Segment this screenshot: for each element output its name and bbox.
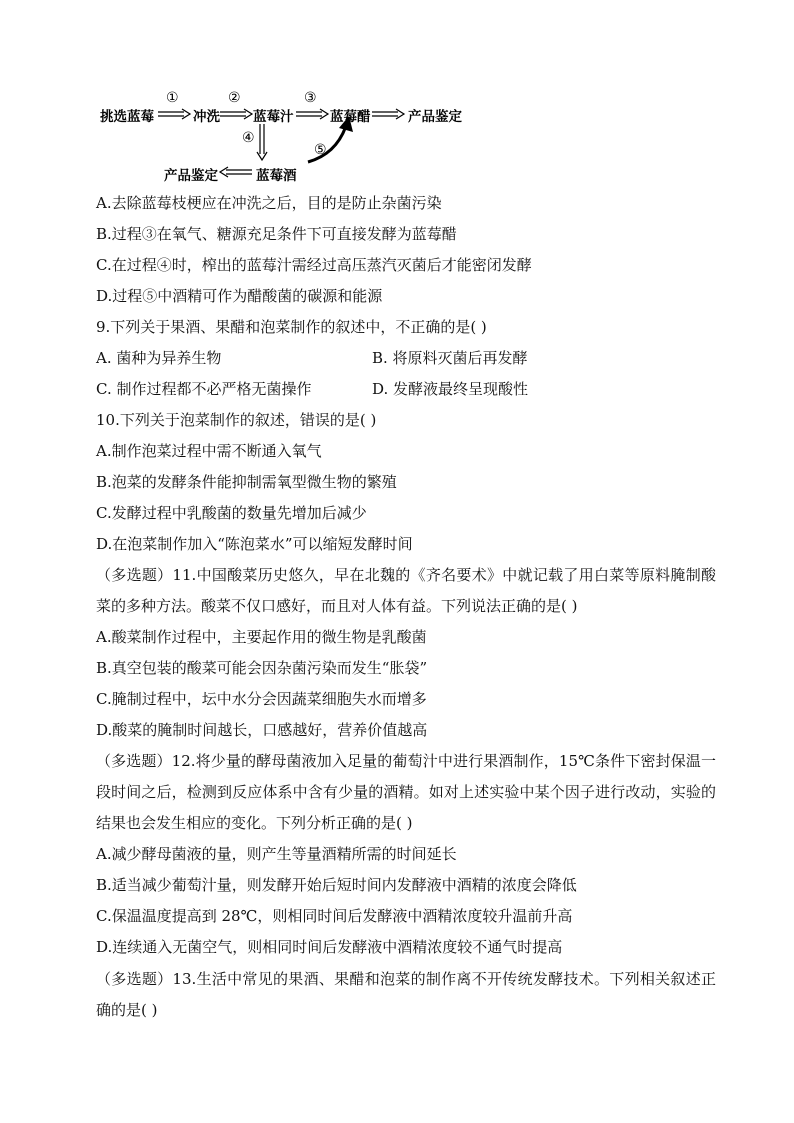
- question-11: [96, 560, 716, 746]
- step-5-label: ⑤: [314, 142, 327, 158]
- q10-stem: 10.下列关于泡菜制作的叙述，错误的是( ): [96, 411, 377, 429]
- q11-stem: （多选题）11.中国酸菜历史悠久，早在北魏的《齐名要术》中就记载了用白菜等原料腌制酸菜的多种方法。酸菜不仅口感好，而且对人体有益。下列说法正确的是( ): [96, 566, 716, 615]
- node-juice: 蓝莓汁: [253, 109, 294, 125]
- step-1-label: ①: [166, 90, 179, 106]
- q9-option-d: D. 发酵液最终呈现酸性: [372, 380, 529, 398]
- q10-option-b: B.泡菜的发酵条件能抑制需氧型微生物的繁殖: [96, 473, 397, 491]
- question-13: [96, 964, 716, 1026]
- q8-option-d: D.过程⑤中酒精可作为醋酸菌的碳源和能源: [96, 287, 383, 305]
- question-12: [96, 746, 716, 963]
- q9-option-a: A. 菌种为异养生物: [96, 349, 222, 367]
- node-pick-blueberry: 挑选蓝莓: [100, 109, 154, 125]
- node-wine: 蓝莓酒: [256, 168, 297, 184]
- step-4-label: ④: [242, 130, 255, 146]
- q11-option-d: D.酸菜的腌制时间越长，口感越好，营养价值越高: [96, 721, 428, 739]
- node-wash: 冲洗: [193, 109, 220, 125]
- q12-option-b: B.适当减少葡萄汁量，则发酵开始后短时间内发酵液中酒精的浓度会降低: [96, 876, 577, 894]
- q9-options-row-2: [96, 374, 716, 405]
- question-8-options: [96, 188, 716, 560]
- q9-option-c: C. 制作过程都不必严格无菌操作: [96, 380, 312, 398]
- q10-option-a: A.制作泡菜过程中需不断通入氧气: [96, 442, 322, 460]
- step-3-label: ③: [304, 90, 317, 106]
- q9-stem: 9.下列关于果酒、果醋和泡菜制作的叙述中，不正确的是( ): [96, 318, 487, 336]
- q13-stem: （多选题）13.生活中常见的果酒、果醋和泡菜的制作离不开传统发酵技术。下列相关叙述正确的是( ): [96, 970, 716, 1019]
- blueberry-process-diagram: [96, 92, 496, 184]
- q12-stem: （多选题）12.将少量的酵母菌液加入足量的葡萄汁中进行果酒制作，15℃条件下密封保温一段时间之后，检测到反应体系中含有少量的酒精。如对上述实验中某个因子进行改动，实验的结果也会发生相应的变化。下列分析正确的是( ): [96, 752, 716, 832]
- node-identify-bottom: 产品鉴定: [164, 168, 218, 184]
- q8-option-a: A.去除蓝莓枝梗应在冲洗之后，目的是防止杂菌污染: [96, 194, 442, 212]
- q11-option-b: B.真空包装的酸菜可能会因杂菌污染而发生“胀袋”: [96, 659, 428, 677]
- step-2-label: ②: [228, 90, 241, 106]
- node-vinegar: 蓝莓醋: [330, 109, 371, 125]
- q12-option-c: C.保温温度提高到 28℃，则相同时间后发酵液中酒精浓度较升温前升高: [96, 907, 573, 925]
- q8-option-b: B.过程③在氧气、糖源充足条件下可直接发酵为蓝莓醋: [96, 225, 457, 243]
- q11-option-a: A.酸菜制作过程中，主要起作用的微生物是乳酸菌: [96, 628, 427, 646]
- q12-option-d: D.连续通入无菌空气，则相同时间后发酵液中酒精浓度较不通气时提高: [96, 938, 563, 956]
- q11-option-c: C.腌制过程中，坛中水分会因蔬菜细胞失水而增多: [96, 690, 427, 708]
- q10-option-c: C.发酵过程中乳酸菌的数量先增加后减少: [96, 504, 367, 522]
- q9-options-row-1: [96, 343, 716, 374]
- q9-option-b: B. 将原料灭菌后再发酵: [372, 349, 528, 367]
- node-identify-top: 产品鉴定: [408, 109, 462, 125]
- q8-option-c: C.在过程④时，榨出的蓝莓汁需经过高压蒸汽灭菌后才能密闭发酵: [96, 256, 532, 274]
- q10-option-d: D.在泡菜制作加入“陈泡菜水”可以缩短发酵时间: [96, 535, 413, 553]
- q12-option-a: A.减少酵母菌液的量，则产生等量酒精所需的时间延长: [96, 845, 457, 863]
